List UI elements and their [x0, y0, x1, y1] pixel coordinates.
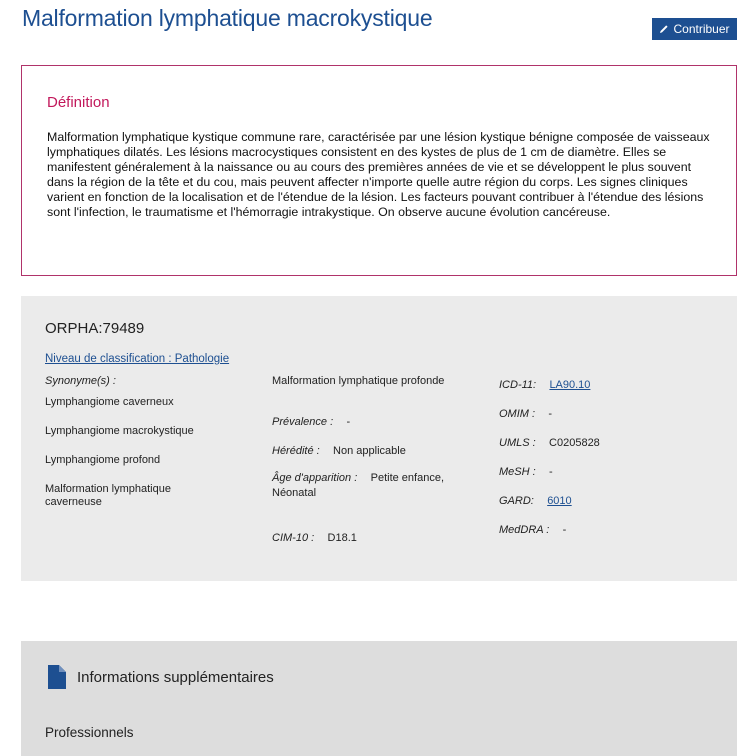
synonym-item: Malformation lymphatique caverneuse	[45, 483, 171, 508]
synonym-item: Lymphangiome profond	[45, 454, 161, 466]
omim-label: OMIM :	[499, 408, 536, 420]
synonyms-label: Synonyme(s) :	[45, 375, 116, 387]
prevalence-value: -	[346, 416, 351, 428]
disease-info-panel	[21, 296, 737, 581]
mesh-row	[499, 462, 553, 480]
classification-link[interactable]: Niveau de classification : Pathologie	[45, 353, 230, 365]
heredity-value: Non applicable	[333, 445, 406, 457]
synonym-item: Lymphangiome caverneux	[45, 396, 174, 408]
synonym-item: Malformation lymphatique profonde	[272, 375, 445, 387]
pencil-icon	[659, 24, 669, 34]
meddra-row	[499, 520, 566, 538]
meddra-label: MedDRA :	[499, 524, 550, 536]
supplementary-title: Informations supplémentaires	[77, 669, 274, 686]
document-icon	[48, 665, 66, 689]
umls-row	[499, 433, 600, 451]
contribute-button[interactable]	[652, 18, 737, 40]
omim-value: -	[548, 408, 553, 420]
contribute-label: Contribuer	[673, 22, 730, 36]
heredity-label: Hérédité :	[272, 445, 320, 457]
heredity-row	[272, 441, 406, 459]
umls-value: C0205828	[549, 437, 600, 449]
prevalence-row	[272, 412, 350, 430]
page-title: Malformation lymphatique macrokystique	[22, 5, 433, 31]
icd11-row	[499, 375, 590, 393]
cim10-row	[272, 528, 357, 546]
cim10-label: CIM-10 :	[272, 532, 315, 544]
definition-panel	[21, 65, 737, 276]
orpha-code: ORPHA:79489	[45, 320, 145, 337]
prevalence-label: Prévalence :	[272, 416, 334, 428]
gard-row	[499, 491, 572, 509]
meddra-value: -	[562, 524, 567, 536]
omim-row	[499, 404, 552, 422]
mesh-label: MeSH :	[499, 466, 536, 478]
professionals-heading[interactable]: Professionnels	[45, 725, 134, 740]
age-onset-value: Petite enfance, Néonatal	[272, 472, 445, 499]
umls-label: UMLS :	[499, 437, 536, 449]
cim10-value: D18.1	[327, 532, 357, 544]
age-onset-label: Âge d'apparition :	[272, 472, 358, 484]
icd11-label: ICD-11:	[499, 379, 537, 391]
gard-label: GARD:	[499, 495, 534, 507]
definition-title: Définition	[47, 94, 110, 111]
synonym-item: Lymphangiome macrokystique	[45, 425, 194, 437]
mesh-value: -	[549, 466, 553, 478]
supplementary-panel	[21, 641, 737, 756]
gard-link[interactable]: 6010	[547, 495, 572, 507]
icd11-link[interactable]: LA90.10	[549, 379, 591, 391]
age-onset-row	[272, 470, 462, 500]
definition-text: Malformation lymphatique kystique commune rare, caractérisée par une lésion kystique bénigne composée de vaisseaux lymphatiques dilatés. Les lésions macrocystiques consistent en des kystes de plus de 1 cm de diamètre. Elles se manifestent généralement à la naissance ou au cours des premières années de vie et se développent le plus souvent dans la région de la tête et du cou, mais peuvent affecter n'importe quelle autre région du corps. Les signes cliniques varient en fonction de la localisation et de l'étendue de la lésion. Les facteurs pouvant contribuer à l'étendue des lésions sont l'infection, le traumatisme et l'hémorragie intrakystique. On observe aucune évolution cancéreuse.	[47, 130, 710, 219]
